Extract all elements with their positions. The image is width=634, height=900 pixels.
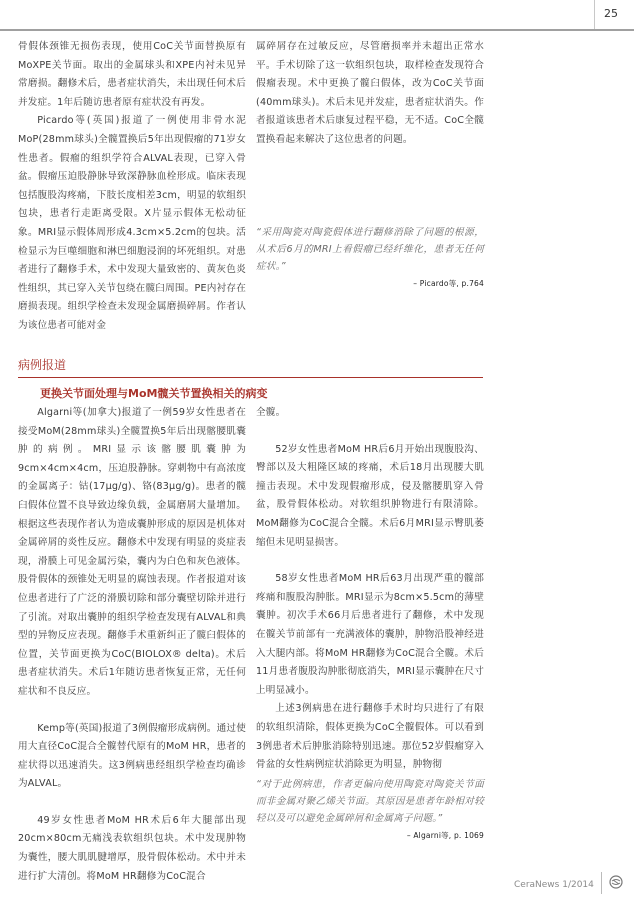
section-title: 病例报道 [18, 358, 67, 372]
page-number: 25 [604, 7, 618, 20]
paragraph: 上述3例病患在进行翻修手术时均只进行了有限的软组织清除，假体更换为CoC全髋假体。可以看到3例患者术后肿胀消除特别迅速。那位52岁假瘤穿入骨盆的女性病例症状消除更为明显，肿物彻 [256, 703, 484, 771]
paragraph: 骨假体颈锥无损伤表现，使用CoC关节面替换原有MoXPE关节面。取出的金属球头和XPE内衬未见异常磨损。翻修术后，患者症状消失，未出现任何术后并发症。1年后随访患者原有症状没有再发。 [18, 41, 246, 108]
pull-quote-algarni [256, 776, 484, 846]
header-rule [0, 29, 634, 31]
header-divider [594, 0, 595, 30]
bottom-left-column [18, 404, 246, 886]
paragraph: 58岁女性患者MoM HR后63月出现严重的髋部疼痛和腹股沟肿胀。MRI显示为8cm×5.5cm的薄壁囊肿。初次手术66月后患者进行了翻修，术中发现在髋关节前部有一充满液体的囊肿，肿物沿股神经进入大腿内部。将MoM HR翻修为CoC混合全髋。术后11月患者腹股沟肿胀彻底消失，MRI显示囊肿在尺寸上明显减小。 [256, 573, 484, 696]
pull-quote-picardo [256, 224, 484, 294]
top-left-column [18, 38, 246, 336]
quote-citation: – Picardo等, p.764 [413, 279, 484, 288]
ceramtec-logo-icon [609, 875, 623, 889]
paragraph: 全髋。 [256, 407, 286, 418]
bottom-right-column [256, 404, 484, 775]
paragraph: Algarni等(加拿大)报道了一例59岁女性患者在接受MoM(28mm球头)全髋置换5年后出现髂腰肌囊肿的病例。MRI显示该髂腰肌囊肿为9cm×4cm×4cm，压迫股静脉。穿刺物中有高浓度的金属离子：钴(17μg/g)、铬(83μg/g)。患者的髋臼假体位置不良导致边缘负载，金属磨屑大量增加。根据这些表现作者认为造成囊肿形成的原因是机体对金属碎屑的炎性反应。翻修术中发现有明显的炎症表现，滑膜上可见金属污染，囊内为白色和灰色液体。股骨假体的颈锥处无明显的腐蚀表现。作者报道对该位患者进行了广泛的滑膜切除和部分囊壁切除并进行了引流。对取出囊肿的组织学检查发现有ALVAL和典型的异物反应表现。翻修手术重新纠正了髋臼假体的位置，关节面更换为CoC(BIOLOX® delta)。术后患者症状消失。术后1年随访患者恢复正常，无任何症状和不良反应。 [18, 407, 246, 697]
quote-text: “采用陶瓷对陶瓷假体进行翻修消除了问题的根源，从术后6月的MRI上看假瘤已经纤维化，患者无任何症状。” [256, 227, 484, 272]
section-rule [18, 377, 483, 378]
quote-text: “对于此例病患，作者更偏向使用陶瓷对陶瓷关节面而非金属对聚乙烯关节面。其原因是患者年龄相对较轻以及可以避免金属碎屑和金属离子问题。” [256, 779, 484, 824]
footer-divider [601, 872, 602, 894]
top-right-column [256, 38, 484, 150]
paragraph: 属碎屑存在过敏反应，尽管磨损率并未超出正常水平。手术切除了这一软组织包块，取样检查发现符合假瘤表现。术中更换了髋臼假体，改为CoC关节面(40mm球头)。术后未见并发症，患者症状消失。作者报道该患者术后康复过程平稳，无不适。CoC全髋置换看起来解决了这位患者的问题。 [256, 41, 484, 145]
footer-publication: CeraNews 1/2014 [514, 880, 594, 890]
quote-citation: – Algarni等, p. 1069 [406, 831, 484, 840]
paragraph: Picardo等(英国)报道了一例使用非骨水泥MoP(28mm球头)全髋置换后5年出现假瘤的71岁女性患者。假瘤的组织学符合ALVAL表现，已穿入骨盆。假瘤压迫股静脉导致深静脉血栓形成。临床表现包括腹股沟疼痛，下肢长度相差3cm，明显的软组织包块，患者行走距离受限。X片显示假体无松动征象。MRI显示假体周形成4.3cm×5.2cm的包块。活检显示为巨噬细胞和淋巴细胞浸润的坏死组织。对患者进行了翻修手术，术中发现大量致密的、黄灰色炎性组织，其已穿入关节包绕在髋臼周围。PE内衬存在磨损表现。组织学检查未发现金属磨损碎屑。作者认为该位患者可能对金 [18, 115, 246, 331]
paragraph: 49岁女性患者MoM HR术后6年大腿部出现20cm×80cm无痛浅表软组织包块。术中发现肿物为囊性，腰大肌肌腱增厚，股骨假体松动。术中并未进行扩大清创。将MoM HR翻修为CoC混合 [18, 814, 246, 882]
article-title: 更换关节面处理与MoM髋关节置换相关的病变 [40, 387, 268, 400]
paragraph: Kemp等(英国)报道了3例假瘤形成病例。通过使用大直径CoC混合全髋替代原有的MoM HR，患者的症状得以迅速消失。这3例病患经组织学检查均确诊为ALVAL。 [18, 722, 246, 790]
paragraph: 52岁女性患者MoM HR后6月开始出现腹股沟、臀部以及大粗隆区域的疼痛，术后18月出现腰大肌撞击表现。术中发现假瘤形成，侵及髂腰肌穿入骨盆，股骨假体松动。对软组织肿物进行有限清除。MoM翻修为CoC混合全髋。术后6月MRI显示臀肌萎缩但未见明显损害。 [256, 443, 484, 548]
